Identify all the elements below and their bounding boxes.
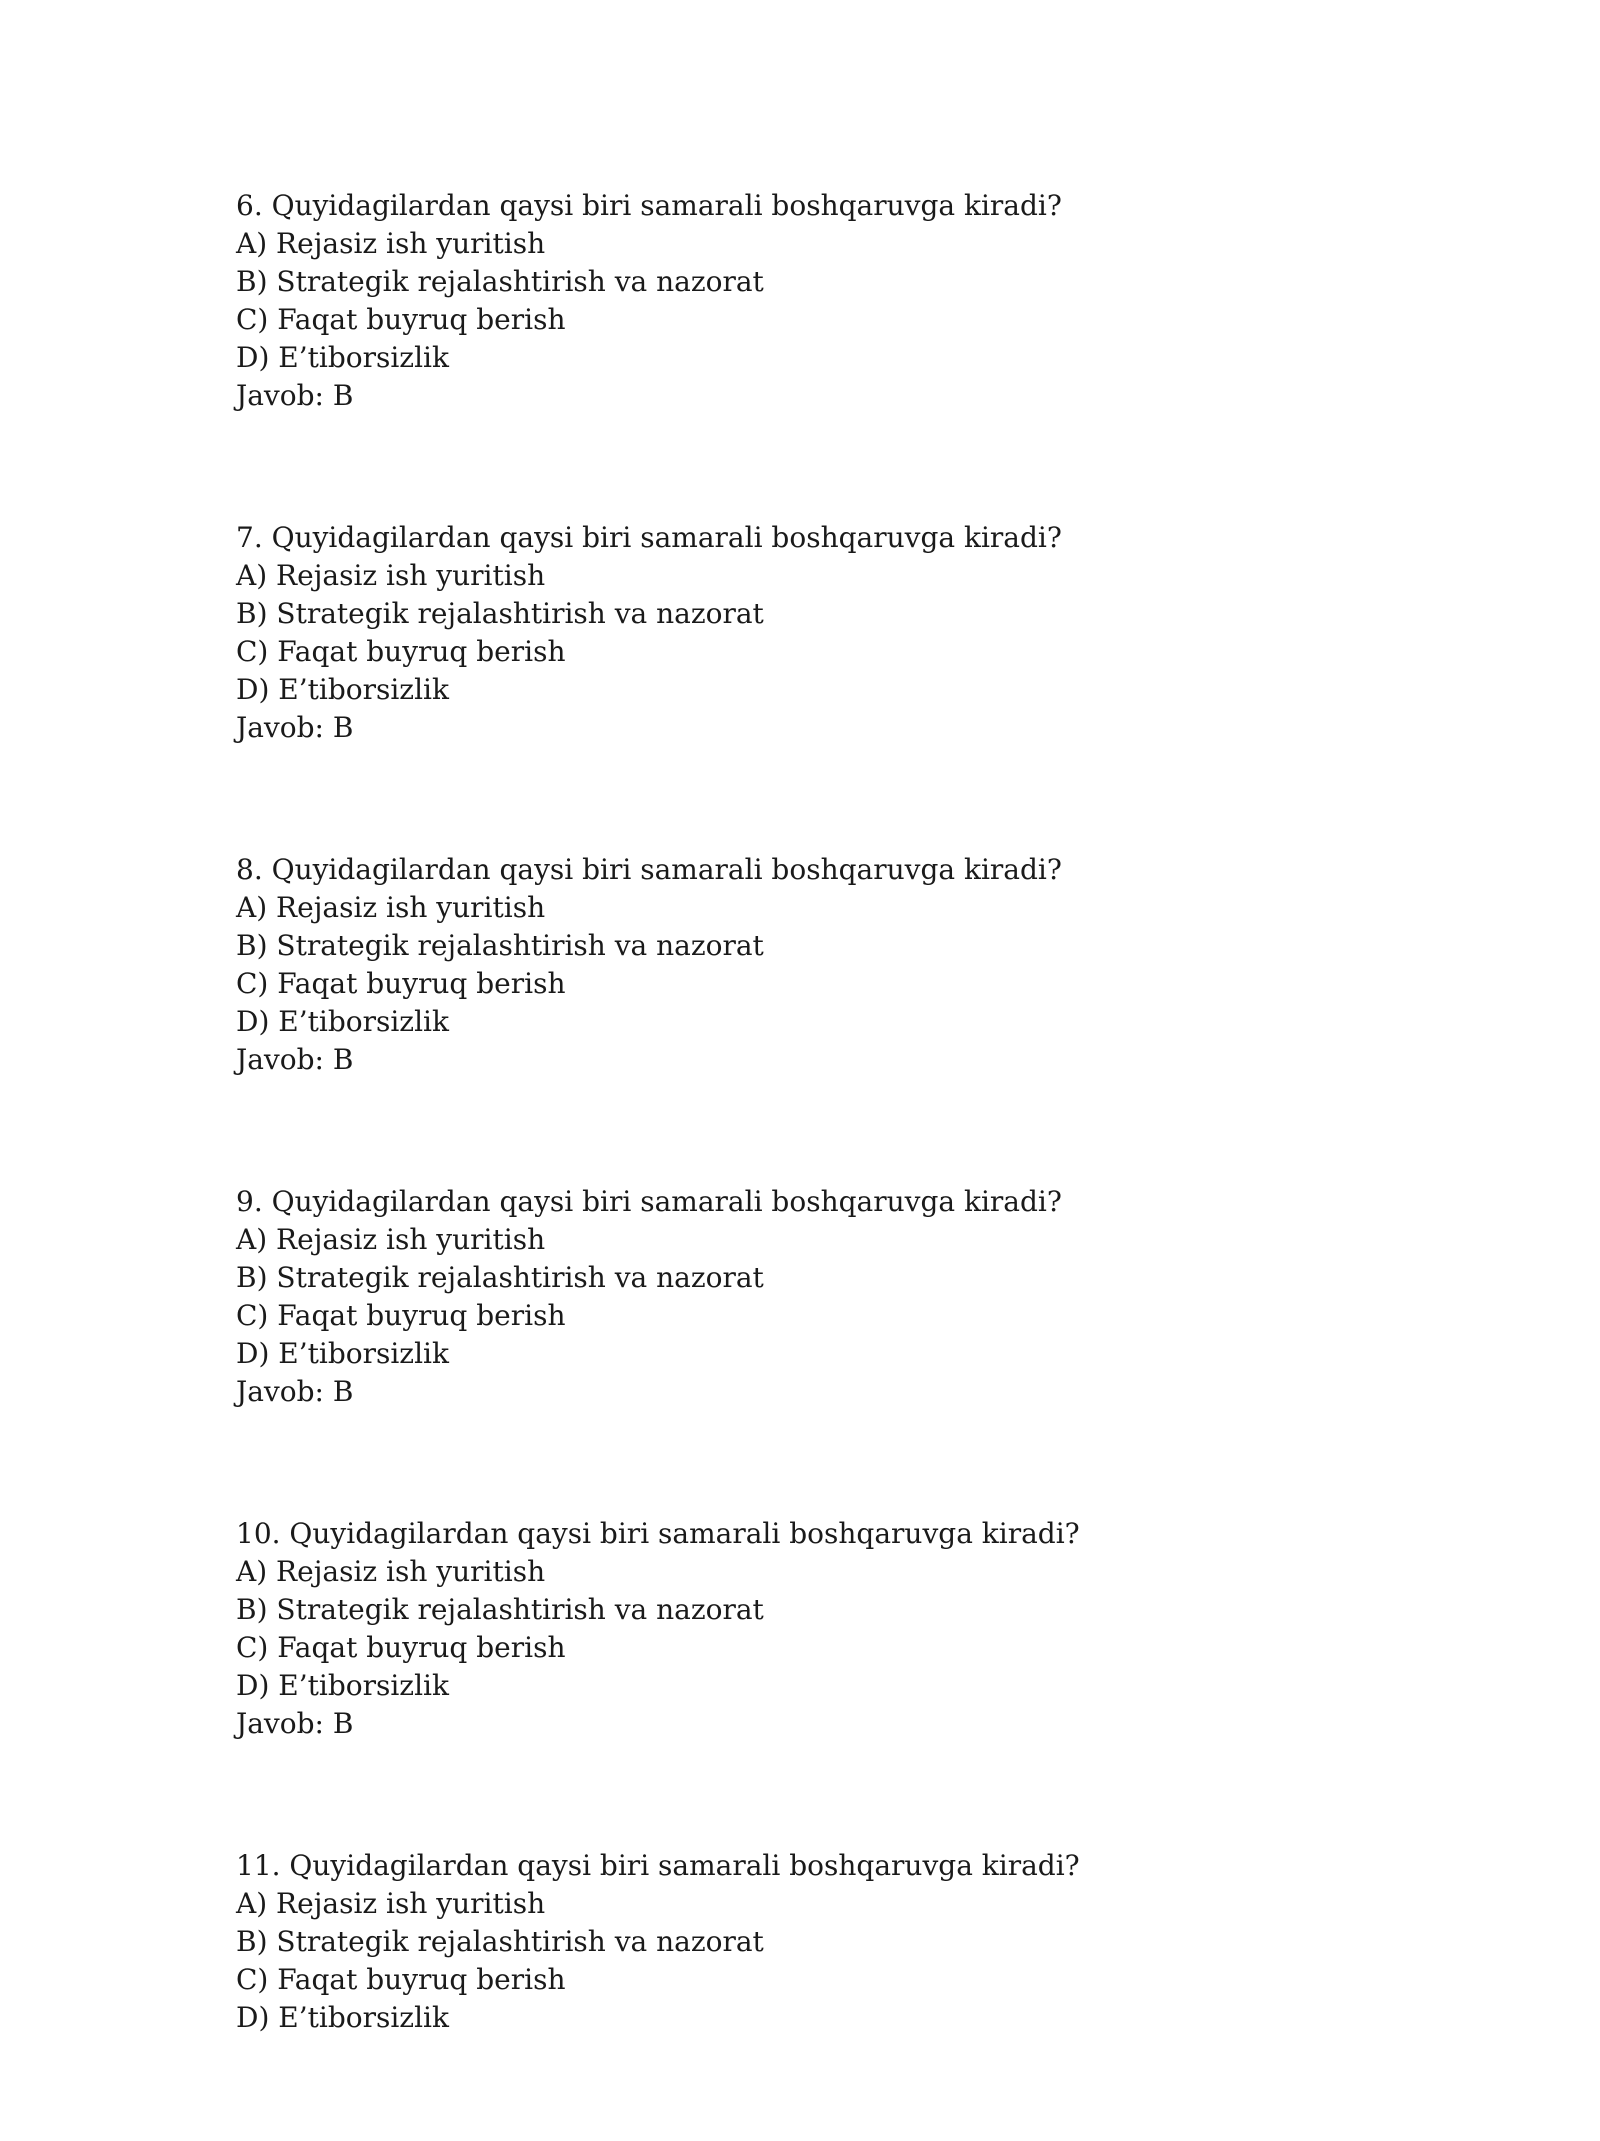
option-b: B) Strategik rejalashtirish va nazorat xyxy=(236,1593,764,1626)
answer-text: Javob: B xyxy=(236,1707,354,1740)
question-text: 6. Quyidagilardan qaysi biri samarali boshqaruvga kiradi? xyxy=(236,189,1062,222)
question-text: 8. Quyidagilardan qaysi biri samarali boshqaruvga kiradi? xyxy=(236,853,1062,886)
question-block xyxy=(236,519,1436,747)
question-block xyxy=(236,1847,1436,2037)
option-c: C) Faqat buyruq berish xyxy=(236,1631,566,1664)
option-c: C) Faqat buyruq berish xyxy=(236,635,566,668)
question-block xyxy=(236,1515,1436,1743)
question-block xyxy=(236,1183,1436,1411)
question-block xyxy=(236,851,1436,1079)
question-text: 7. Quyidagilardan qaysi biri samarali boshqaruvga kiradi? xyxy=(236,521,1062,554)
option-a: A) Rejasiz ish yuritish xyxy=(236,1223,546,1256)
option-c: C) Faqat buyruq berish xyxy=(236,1963,566,1996)
option-d: D) E’tiborsizlik xyxy=(236,1005,449,1038)
option-c: C) Faqat buyruq berish xyxy=(236,303,566,336)
option-d: D) E’tiborsizlik xyxy=(236,1669,449,1702)
option-b: B) Strategik rejalashtirish va nazorat xyxy=(236,929,764,962)
answer-text: Javob: B xyxy=(236,1043,354,1076)
option-a: A) Rejasiz ish yuritish xyxy=(236,1555,546,1588)
option-a: A) Rejasiz ish yuritish xyxy=(236,559,546,592)
option-d: D) E’tiborsizlik xyxy=(236,341,449,374)
option-b: B) Strategik rejalashtirish va nazorat xyxy=(236,1925,764,1958)
option-c: C) Faqat buyruq berish xyxy=(236,1299,566,1332)
questions-list xyxy=(236,187,1436,2141)
answer-text: Javob: B xyxy=(236,711,354,744)
option-a: A) Rejasiz ish yuritish xyxy=(236,891,546,924)
answer-text: Javob: B xyxy=(236,379,354,412)
option-a: A) Rejasiz ish yuritish xyxy=(236,227,546,260)
question-text: 9. Quyidagilardan qaysi biri samarali boshqaruvga kiradi? xyxy=(236,1185,1062,1218)
option-d: D) E’tiborsizlik xyxy=(236,2001,449,2034)
option-d: D) E’tiborsizlik xyxy=(236,1337,449,1370)
option-b: B) Strategik rejalashtirish va nazorat xyxy=(236,597,764,630)
option-b: B) Strategik rejalashtirish va nazorat xyxy=(236,265,764,298)
option-a: A) Rejasiz ish yuritish xyxy=(236,1887,546,1920)
option-b: B) Strategik rejalashtirish va nazorat xyxy=(236,1261,764,1294)
answer-text: Javob: B xyxy=(236,1375,354,1408)
question-text: 10. Quyidagilardan qaysi biri samarali boshqaruvga kiradi? xyxy=(236,1517,1080,1550)
question-block xyxy=(236,187,1436,415)
option-c: C) Faqat buyruq berish xyxy=(236,967,566,1000)
option-d: D) E’tiborsizlik xyxy=(236,673,449,706)
question-text: 11. Quyidagilardan qaysi biri samarali boshqaruvga kiradi? xyxy=(236,1849,1080,1882)
